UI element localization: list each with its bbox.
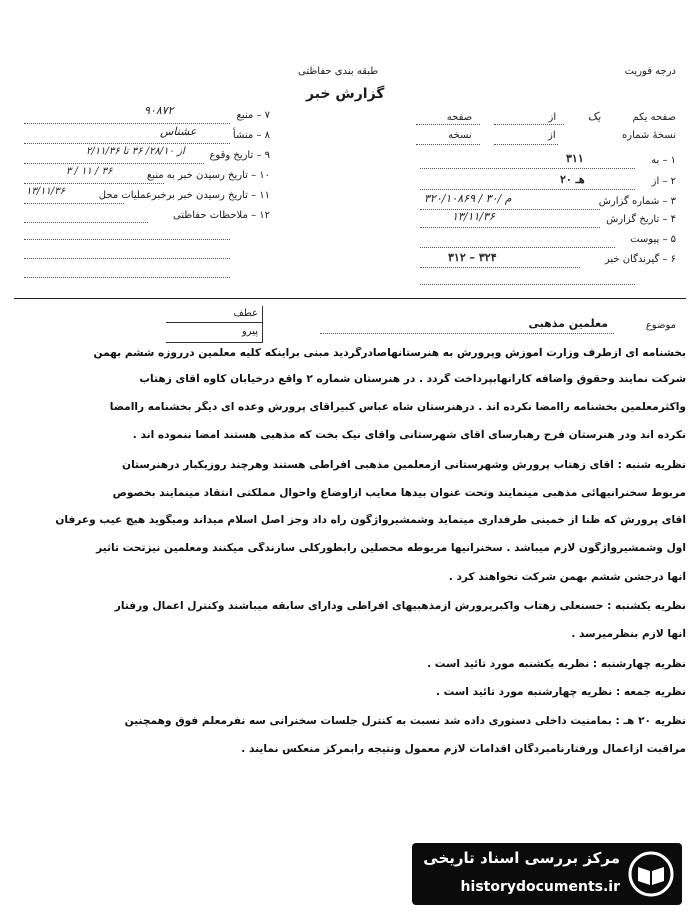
body-line: مربوط سخنرانیهائی مذهبی مینمایند وتحت عنوان بیدها معایب ازاوضاع واحوال مملکتی انتقاد مینمایند بخصوص	[112, 487, 686, 499]
field-value-event-date: از ۲۸/۱۰/ ۳۶ تا ۲/۱۱/۳۶	[86, 146, 185, 157]
field-value-source-date: ۳ / ۱۱ / ۳۶	[66, 166, 113, 177]
left-field-event-date: ۹ – تاریخ وقوع	[209, 150, 270, 161]
field-label: نسخهٔ شماره	[622, 130, 676, 141]
field-label: به	[651, 155, 660, 166]
field-value-to: ۳۱۱	[566, 152, 584, 165]
field-value-from: ۲۰ هـ	[560, 173, 585, 186]
field-num: ۸	[264, 130, 270, 141]
field-mid: از	[548, 130, 556, 141]
field-end: صفحه	[446, 112, 473, 123]
body-line: بخشنامه ای ازطرف وزارت آموزش وپرورش به هنرستانهاصادرگردید مبنی براینکه کلیه معلمین درروزه ششم بهمن	[93, 347, 686, 359]
field-label: صفحه یکم	[632, 112, 676, 123]
body-line: آنها لازم بنظرمیرسد .	[571, 628, 686, 640]
field-num: ۹	[264, 150, 270, 161]
right-field-from: ۲ – از	[651, 176, 676, 187]
field-value-report-number: ۳۲۰/۱۰۸۶۹ / ۳۰/ م	[424, 192, 512, 205]
body-line: مراقبت ازاعمال ورفتارنامبردگان اقدامات لازم معمول ونتیجه رابمرکز منعکس نمایند .	[241, 743, 686, 755]
field-value-recipients: ۳۱۲ – ۳۲۴	[448, 251, 497, 264]
left-field-source-date: ۱۰ – تاریخ رسیدن خبر به منبع	[146, 170, 270, 181]
field-label: ملاحظات حفاظتی	[172, 210, 248, 221]
field-num: ۲	[670, 176, 676, 187]
body-line: نظریه ۲۰ هـ : بمامنیت داخلی دستوری داده شد نسبت به کنترل جلسات سخنرانی سه نفرمعلم فوق وهمچنین	[124, 715, 686, 727]
right-field-copy	[406, 130, 676, 141]
watermark-title: مرکز بررسی اسناد تاریخی	[423, 849, 620, 867]
field-num: ۱۱	[259, 190, 270, 201]
urgency-label: درجه فوریت	[624, 66, 676, 77]
field-num: ۵	[670, 234, 676, 245]
field-value-local-date: ۱۳/۱۱/۳۶	[26, 186, 65, 197]
field-num: ۴	[670, 214, 676, 225]
body-line: نظریه چهارشنبه : نظریه یکشنبه مورد تائید است .	[427, 658, 686, 670]
field-num: ۱۲	[259, 210, 270, 221]
field-num: ۱	[670, 155, 676, 166]
classification-label: طبقه بندی حفاظتی	[298, 66, 379, 77]
report-title: گزارش خبر	[306, 86, 385, 102]
field-num: ۳	[670, 196, 676, 207]
reference-box	[166, 306, 263, 343]
right-field-report-date: ۴ – تاریخ گزارش	[606, 214, 676, 225]
body-line: شرکت نمایند وحقوق واضافه کارآنهابپرداخت گردد . در هنرستان شماره ۲ واقع درخیابان کاوه آقای زهتاب	[139, 373, 686, 385]
right-field-to: ۱ – به	[651, 155, 676, 166]
right-field-attachment: ۵ – پیوست	[630, 234, 676, 245]
subject-value: معلمین مذهبی	[528, 317, 608, 330]
body-line: نظریه یکشنبه : حسنعلی زهتاب واکبرپرورش ازمذهبیهای افراطی ودارای سابقه میباشند وکنترل اعمال ورفتار	[114, 600, 686, 612]
body-line: واکثرمعلمین بخشنامه راامضا نکرده اند . درهنرستان شاه عباس کبیرآقای پرورش وعده ای دیگر بخشنامه راامضا	[109, 401, 686, 413]
field-label: تاریخ وقوع	[209, 150, 254, 161]
field-label: گیرندگان خبر	[604, 254, 660, 265]
field-label: منبع	[236, 110, 254, 121]
field-label: منشأ	[232, 130, 254, 141]
right-field-report-number: ۳ – شماره گزارش	[598, 196, 676, 207]
ref-peyro-label: پیرو	[241, 326, 258, 337]
ref-atf-label: عطف	[233, 308, 258, 319]
field-value-origin: عشناس	[160, 125, 197, 138]
field-label: تاریخ گزارش	[606, 214, 660, 225]
field-num: ۶	[670, 254, 676, 265]
body-line: نظریه جمعه : نظریه چهارشنبه مورد تائید است .	[435, 686, 686, 698]
body-line: آقای پرورش که ظنا از خمینی طرفداری مینماید وشمشیرواژگون راه داد وجز اصل اسلام میداند ومیگوید هیچ عیب وعرفان	[55, 514, 686, 526]
body-line: نکرده اند ودر هنرستان فرح رهبارسای آقای شهرستانی وآقای نیک بخت که مذهبی هستند امضا ننموده اند .	[132, 429, 686, 441]
field-label: پیوست	[630, 234, 660, 245]
left-field-local-date: ۱۱ – تاریخ رسیدن خبر برخبرعملیات محل	[98, 190, 270, 201]
field-value-source: ۹۰۸۷۲	[144, 104, 174, 117]
left-field-security-notes: ۱۲ – ملاحظات حفاظتی	[172, 210, 270, 221]
field-label: تاریخ رسیدن خبر به منبع	[146, 170, 248, 181]
header-separator	[14, 298, 686, 299]
field-mid: از	[548, 112, 557, 123]
body-line: آنها درجشن ششم بهمن شرکت نخواهند کرد .	[448, 571, 686, 583]
subject-label: موضوع	[645, 320, 676, 331]
field-label: شماره گزارش	[598, 196, 660, 207]
field-num: ۷	[264, 110, 270, 121]
watermark-url: historydocuments.ir	[460, 879, 620, 895]
left-field-source: ۷ – منبع	[236, 110, 270, 121]
field-label: تاریخ رسیدن خبر برخبرعملیات محل	[98, 190, 248, 201]
left-field-origin: ۸ – منشأ	[232, 130, 270, 141]
open-book-icon	[628, 851, 674, 897]
field-label: از	[651, 176, 660, 187]
field-end: نسخه	[448, 130, 472, 141]
right-field-page	[406, 110, 676, 123]
right-field-recipients: ۶ – گیرندگان خبر	[604, 254, 676, 265]
field-num: ۱۰	[259, 170, 270, 181]
field-value: یک	[587, 110, 601, 123]
body-line: اول وشمشیرواژگون لازم میباشد . سخنرانیها مربوطه محصلین رابطورکلی سازندگی میکنند ومعلمین نیزتحت تاثیر	[96, 542, 686, 554]
body-line: نظریه شنبه : آقای زهتاب پرورش وشهرستانی ازمعلمین مذهبی افراطی هستند وهرچند روزیکبار درهنرستان	[122, 459, 686, 471]
field-value-report-date: ۱۳/۱۱/۳۶	[452, 210, 495, 223]
watermark-badge	[412, 843, 682, 905]
